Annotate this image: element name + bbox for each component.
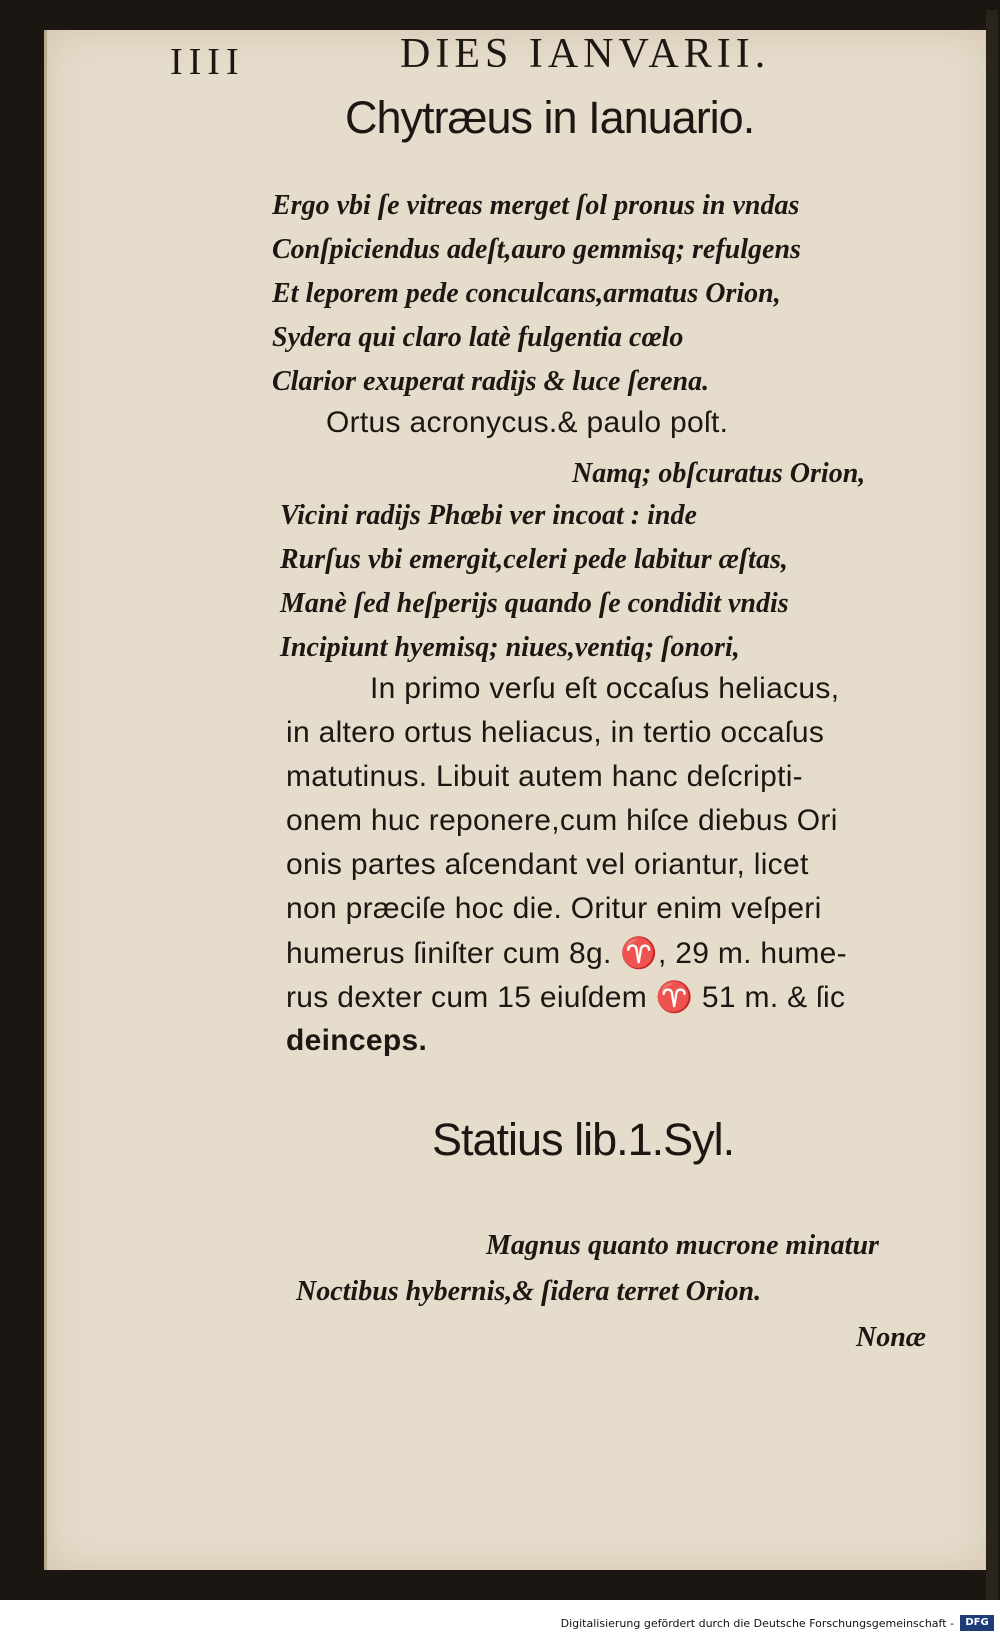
prose-line: in altero ortus heliacus, in tertio occaſus bbox=[286, 716, 825, 749]
dfg-logo: DFG bbox=[960, 1615, 994, 1631]
prose-line: humerus ſiniſter cum 8g. ♈, 29 m. hume- bbox=[286, 937, 847, 970]
page-number: IIII bbox=[170, 41, 245, 83]
verse-line: Conſpiciendus adeſt,auro gemmisq; refulgens bbox=[272, 234, 801, 265]
section-heading: Statius lib.1.Syl. bbox=[432, 1114, 735, 1165]
verse-line: Vicini radijs Phœbi ver incoat : inde bbox=[280, 500, 697, 531]
subheading: Ortus acronycus.& paulo poſt. bbox=[326, 406, 729, 439]
verse-line: Namq; obſcuratus Orion, bbox=[572, 458, 866, 489]
prose-line: matutinus. Libuit autem hanc deſcripti- bbox=[286, 760, 803, 793]
verse-line: Et leporem pede conculcans,armatus Orion, bbox=[272, 278, 781, 309]
footer bbox=[0, 1612, 1000, 1638]
verse-line: Clarior exuperat radijs & luce ſerena. bbox=[272, 366, 710, 397]
verse-line: Manè ſed heſperijs quando ſe condidit vndis bbox=[280, 588, 789, 619]
prose-line: non præciſe hoc die. Oritur enim veſperi bbox=[286, 892, 822, 925]
verse-line: Magnus quanto mucrone minatur bbox=[486, 1230, 879, 1261]
footer-credit: Digitalisierung gefördert durch die Deutsche Forschungsgemeinschaft - bbox=[560, 1617, 954, 1630]
prose-line: rus dexter cum 15 eiuſdem ♈ 51 m. & ſic bbox=[286, 981, 846, 1014]
prose-line: onem huc reponere,cum hiſce diebus Ori bbox=[286, 804, 838, 837]
prose-line: onis partes aſcendant vel oriantur, licet bbox=[286, 848, 809, 881]
prose-line: deinceps. bbox=[286, 1024, 428, 1057]
verse-line: Rurſus vbi emergit,celeri pede labitur æſtas, bbox=[280, 544, 788, 575]
section-heading: Chytræus in Ianuario. bbox=[345, 92, 755, 143]
prose-line: In primo verſu eſt occaſus heliacus, bbox=[370, 672, 840, 705]
page-edge bbox=[986, 10, 998, 1600]
running-title: DIES IANVARII. bbox=[400, 31, 771, 77]
verse-line: Ergo vbi ſe vitreas merget ſol pronus in vndas bbox=[272, 190, 800, 221]
verse-line: Noctibus hybernis,& ſidera terret Orion. bbox=[296, 1276, 762, 1307]
verse-line: Incipiunt hyemisq; niues,ventiq; ſonori, bbox=[280, 632, 740, 663]
catchword: Nonæ bbox=[856, 1322, 927, 1353]
verse-line: Sydera qui claro latè fulgentia cœlo bbox=[272, 322, 684, 353]
